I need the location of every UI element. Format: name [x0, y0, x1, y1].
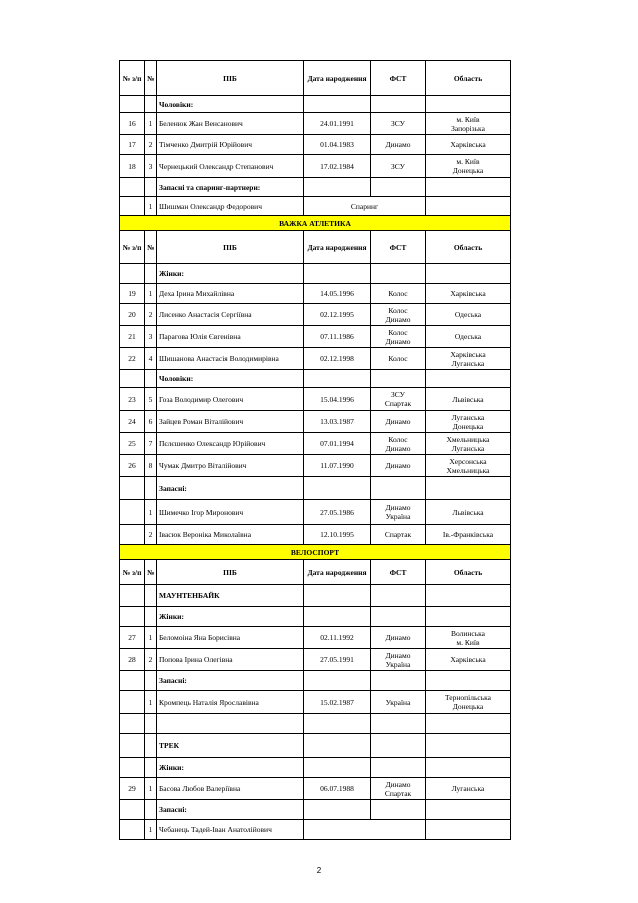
athlete-name: Чернецький Олександр Степанович [157, 155, 304, 178]
empty-row [120, 714, 511, 734]
empty-cell [145, 607, 157, 627]
row-num: 17 [120, 135, 145, 155]
table-row [120, 649, 511, 671]
header-cell-num: № з/п [120, 231, 145, 264]
athlete-region: Одеська [426, 304, 511, 326]
athlete-region: м. Київ Запорізька [426, 113, 511, 135]
empty-cell [371, 585, 426, 607]
row-num: 29 [120, 778, 145, 800]
empty-cell [120, 370, 145, 388]
athlete-region: Херсонська Хмельницька [426, 455, 511, 477]
empty-cell [426, 178, 511, 197]
row-index: 3 [145, 155, 157, 178]
athlete-fst: Динамо Україна [371, 500, 426, 525]
row-index: 1 [145, 197, 157, 216]
empty-cell [371, 96, 426, 113]
athlete-dob: 07.01.1994 [304, 433, 371, 455]
row-num [120, 525, 145, 545]
empty-cell [304, 585, 371, 607]
athlete-fst: ЗСУ Спартак [371, 388, 426, 411]
empty-cell [145, 264, 157, 284]
row-num: 21 [120, 326, 145, 348]
empty-cell [426, 758, 511, 778]
subheading-label: Жінки: [157, 264, 304, 284]
athlete-role: Спаринг [304, 197, 426, 216]
empty-cell [304, 477, 371, 500]
athlete-region: Львівська [426, 388, 511, 411]
athlete-fst: Колос Динамо [371, 326, 426, 348]
athlete-dob: 17.02.1984 [304, 155, 371, 178]
empty-cell [145, 178, 157, 197]
empty-cell [304, 264, 371, 284]
header-cell-num: № з/п [120, 560, 145, 585]
athlete-dob: 06.07.1988 [304, 778, 371, 800]
subheading-row [120, 96, 511, 113]
empty-cell [120, 197, 145, 216]
subheading-row [120, 607, 511, 627]
subheading-row [120, 671, 511, 691]
subheading-row [120, 477, 511, 500]
empty-cell [120, 477, 145, 500]
empty-cell [120, 178, 145, 197]
athlete-role [304, 820, 426, 840]
table-row [120, 500, 511, 525]
athlete-region: Харківська [426, 649, 511, 671]
row-index: 8 [145, 455, 157, 477]
row-index: 1 [145, 627, 157, 649]
athlete-fst: ЗСУ [371, 155, 426, 178]
row-index: 1 [145, 284, 157, 304]
subheading-label: Запасні: [157, 477, 304, 500]
athlete-dob: 14.05.1996 [304, 284, 371, 304]
section-title: ВАЖКА АТЛЕТИКА [120, 216, 511, 231]
row-num: 28 [120, 649, 145, 671]
row-num: 20 [120, 304, 145, 326]
empty-cell [145, 671, 157, 691]
athlete-name: Шимечко Ігор Миронович [157, 500, 304, 525]
empty-cell [304, 607, 371, 627]
subheading-row [120, 264, 511, 284]
table-row [120, 411, 511, 433]
athlete-fst: Динамо [371, 455, 426, 477]
athlete-name: Чебанець Тадей-Іван Анатолійович [157, 820, 304, 840]
athlete-region: Львівська [426, 500, 511, 525]
empty-cell [145, 734, 157, 758]
empty-cell [426, 820, 511, 840]
header-cell-fst: ФСТ [371, 231, 426, 264]
row-num: 22 [120, 348, 145, 370]
empty-cell [145, 585, 157, 607]
subheading-label: МАУНТЕНБАЙК [157, 585, 304, 607]
table-row [120, 348, 511, 370]
subheading-row [120, 734, 511, 758]
empty-cell [120, 671, 145, 691]
header-cell-num: № з/п [120, 61, 145, 96]
empty-cell [426, 477, 511, 500]
athlete-fst: Колос Динамо [371, 433, 426, 455]
athlete-fst: Динамо Україна [371, 649, 426, 671]
athlete-dob: 27.05.1986 [304, 500, 371, 525]
table-row [120, 778, 511, 800]
header-cell-region: Область [426, 560, 511, 585]
section-title-row [120, 545, 511, 560]
empty-cell [304, 178, 371, 197]
empty-cell [426, 607, 511, 627]
row-num: 26 [120, 455, 145, 477]
empty-cell [120, 820, 145, 840]
empty-cell [145, 714, 157, 734]
subheading-row [120, 370, 511, 388]
athlete-region: Тернопільська Донецька [426, 691, 511, 714]
empty-cell [145, 477, 157, 500]
athlete-region: Волинська м. Київ [426, 627, 511, 649]
header-cell-index: № [145, 61, 157, 96]
row-num: 18 [120, 155, 145, 178]
empty-cell [371, 370, 426, 388]
subheading-label: Запасні та спаринг-партнери: [157, 178, 304, 197]
header-cell-dob: Дата народження [304, 560, 371, 585]
header-cell-fst: ФСТ [371, 560, 426, 585]
header-cell-name: ПІБ [157, 61, 304, 96]
athlete-region: Харківська [426, 135, 511, 155]
athlete-region: м. Київ Донецька [426, 155, 511, 178]
roster-table [119, 60, 511, 840]
table-row [120, 304, 511, 326]
empty-cell [426, 714, 511, 734]
header-cell-region: Область [426, 231, 511, 264]
athlete-dob: 07.11.1986 [304, 326, 371, 348]
table-row [120, 691, 511, 714]
row-index: 7 [145, 433, 157, 455]
athlete-name: Зайцев Роман Віталійович [157, 411, 304, 433]
athlete-fst: Динамо [371, 411, 426, 433]
athlete-dob: 24.01.1991 [304, 113, 371, 135]
row-index: 4 [145, 348, 157, 370]
row-num [120, 500, 145, 525]
empty-cell [145, 758, 157, 778]
row-index: 5 [145, 388, 157, 411]
athlete-fst: Колос [371, 348, 426, 370]
empty-cell [120, 607, 145, 627]
table-row [120, 525, 511, 545]
athlete-name: Гоза Володимир Олегович [157, 388, 304, 411]
table-row [120, 113, 511, 135]
row-num [120, 691, 145, 714]
empty-cell [371, 477, 426, 500]
athlete-dob: 02.12.1995 [304, 304, 371, 326]
empty-cell [120, 714, 145, 734]
athlete-fst: Спартак [371, 525, 426, 545]
subheading-label: Чоловіки: [157, 370, 304, 388]
table-header-row [120, 61, 511, 96]
subheading-label: Чоловіки: [157, 96, 304, 113]
table-row [120, 155, 511, 178]
empty-cell [426, 264, 511, 284]
header-cell-region: Область [426, 61, 511, 96]
athlete-fst: Колос [371, 284, 426, 304]
empty-cell [120, 758, 145, 778]
row-num: 27 [120, 627, 145, 649]
empty-cell [426, 197, 511, 216]
subheading-label: Запасні: [157, 671, 304, 691]
empty-cell [371, 800, 426, 820]
table-row [120, 284, 511, 304]
row-num: 23 [120, 388, 145, 411]
subheading-label: Жінки: [157, 758, 304, 778]
empty-cell [304, 734, 371, 758]
athlete-dob: 02.12.1998 [304, 348, 371, 370]
row-index: 1 [145, 691, 157, 714]
empty-cell [371, 734, 426, 758]
athlete-name: Попова Ірина Олегівна [157, 649, 304, 671]
athlete-fst: Колос Динамо [371, 304, 426, 326]
row-index: 1 [145, 778, 157, 800]
athlete-name: Деха Ірина Михайлівна [157, 284, 304, 304]
athlete-dob: 27.05.1991 [304, 649, 371, 671]
empty-cell [426, 671, 511, 691]
athlete-dob: 02.11.1992 [304, 627, 371, 649]
empty-cell [304, 671, 371, 691]
header-cell-index: № [145, 560, 157, 585]
empty-cell [145, 96, 157, 113]
athlete-name: Парагова Юлія Євгенівна [157, 326, 304, 348]
empty-cell [304, 714, 371, 734]
row-index: 1 [145, 820, 157, 840]
athlete-dob: 01.04.1983 [304, 135, 371, 155]
athlete-region: Ів.-Франківська [426, 525, 511, 545]
row-index: 2 [145, 135, 157, 155]
athlete-dob: 12.10.1995 [304, 525, 371, 545]
row-index: 1 [145, 500, 157, 525]
athlete-name: Пєлєшенко Олександр Юрійович [157, 433, 304, 455]
athlete-name: Чумак Дмитро Віталійович [157, 455, 304, 477]
athlete-region: Харківська Луганська [426, 348, 511, 370]
athlete-fst: Динамо Спартак [371, 778, 426, 800]
empty-cell [304, 800, 371, 820]
athlete-dob: 15.02.1987 [304, 691, 371, 714]
athlete-fst: ЗСУ [371, 113, 426, 135]
athlete-name: Беленюк Жан Венсанович [157, 113, 304, 135]
table-row [120, 455, 511, 477]
empty-cell [120, 96, 145, 113]
athlete-name: Кромпець Наталія Ярославівна [157, 691, 304, 714]
empty-cell [120, 800, 145, 820]
table-header-row [120, 560, 511, 585]
athlete-name: Івасюк Вероніка Миколаївна [157, 525, 304, 545]
empty-cell [145, 800, 157, 820]
header-cell-dob: Дата народження [304, 231, 371, 264]
table-header-row [120, 231, 511, 264]
athlete-name: Тімченко Дмитрій Юрійович [157, 135, 304, 155]
row-num: 16 [120, 113, 145, 135]
table-row [120, 135, 511, 155]
empty-cell [157, 714, 304, 734]
empty-cell [371, 607, 426, 627]
empty-cell [371, 178, 426, 197]
section-title-row [120, 216, 511, 231]
subheading-row [120, 585, 511, 607]
table-row [120, 627, 511, 649]
empty-cell [304, 370, 371, 388]
subheading-row [120, 800, 511, 820]
empty-cell [145, 370, 157, 388]
athlete-name: Шишман Олександр Федорович [157, 197, 304, 216]
header-cell-name: ПІБ [157, 231, 304, 264]
athlete-name: Басова Любов Валеріївна [157, 778, 304, 800]
empty-cell [371, 264, 426, 284]
row-index: 2 [145, 525, 157, 545]
section-title: ВЕЛОСПОРТ [120, 545, 511, 560]
empty-cell [371, 758, 426, 778]
empty-cell [426, 370, 511, 388]
empty-cell [426, 734, 511, 758]
table-row [120, 388, 511, 411]
header-cell-fst: ФСТ [371, 61, 426, 96]
subheading-row [120, 758, 511, 778]
subheading-label: ТРЕК [157, 734, 304, 758]
empty-cell [120, 585, 145, 607]
athlete-fst: Україна [371, 691, 426, 714]
table-row [120, 197, 511, 216]
row-index: 6 [145, 411, 157, 433]
row-index: 1 [145, 113, 157, 135]
empty-cell [304, 758, 371, 778]
athlete-name: Шишанова Анастасія Володимирівна [157, 348, 304, 370]
athlete-region: Одеська [426, 326, 511, 348]
header-cell-dob: Дата народження [304, 61, 371, 96]
athlete-region: Луганська Донецька [426, 411, 511, 433]
empty-cell [426, 96, 511, 113]
row-num: 19 [120, 284, 145, 304]
subheading-label: Запасні: [157, 800, 304, 820]
table-row [120, 820, 511, 840]
header-cell-index: № [145, 231, 157, 264]
athlete-fst: Динамо [371, 627, 426, 649]
athlete-dob: 11.07.1990 [304, 455, 371, 477]
subheading-row [120, 178, 511, 197]
header-cell-name: ПІБ [157, 560, 304, 585]
page-number: 2 [316, 866, 322, 875]
table-row [120, 326, 511, 348]
athlete-region: Харківська [426, 284, 511, 304]
subheading-label: Жінки: [157, 607, 304, 627]
empty-cell [120, 264, 145, 284]
athlete-name: Лисенко Анастасія Сергіївна [157, 304, 304, 326]
empty-cell [426, 585, 511, 607]
row-num: 25 [120, 433, 145, 455]
empty-cell [371, 671, 426, 691]
athlete-fst: Динамо [371, 135, 426, 155]
athlete-name: Беломоіна Яна Борисівна [157, 627, 304, 649]
row-index: 3 [145, 326, 157, 348]
row-num: 24 [120, 411, 145, 433]
athlete-region: Луганська [426, 778, 511, 800]
empty-cell [304, 96, 371, 113]
athlete-dob: 13.03.1987 [304, 411, 371, 433]
empty-cell [426, 800, 511, 820]
row-index: 2 [145, 649, 157, 671]
row-index: 2 [145, 304, 157, 326]
athlete-region: Хмельницька Луганська [426, 433, 511, 455]
empty-cell [371, 714, 426, 734]
table-row [120, 433, 511, 455]
athlete-dob: 15.04.1996 [304, 388, 371, 411]
empty-cell [120, 734, 145, 758]
